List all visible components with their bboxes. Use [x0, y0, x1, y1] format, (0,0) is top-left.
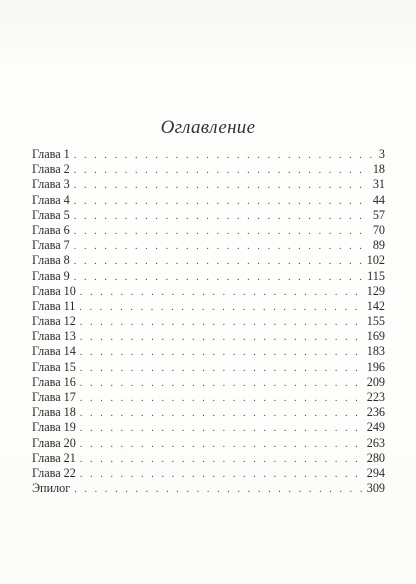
toc-entry: [32, 284, 385, 299]
toc-entry-page: 263: [366, 435, 385, 450]
toc-entry-label: Глава 22: [32, 465, 76, 480]
dot-leader: [80, 345, 363, 360]
toc-entry: [32, 299, 385, 314]
toc-entry: [32, 375, 385, 390]
toc-entry-page: 129: [366, 283, 385, 298]
toc-entry-label: Глава 5: [32, 207, 70, 222]
toc-entry-page: 209: [366, 374, 385, 389]
toc-entry-page: 223: [366, 390, 385, 404]
toc-entry-label: Глава 1: [32, 147, 70, 161]
toc-entry-page: 115: [367, 268, 385, 283]
toc-entry-label: Глава 21: [32, 450, 76, 465]
toc-entry: [32, 451, 385, 466]
toc-entry: [32, 223, 385, 238]
toc-entry-page: 249: [366, 420, 385, 435]
toc-entry-page: 18: [372, 162, 385, 177]
toc-entry-page: 57: [372, 207, 385, 222]
dot-leader: [80, 315, 363, 330]
toc-entry-label: Глава 12: [32, 314, 76, 329]
dot-leader: [80, 421, 363, 436]
dot-leader: [80, 376, 363, 391]
toc-entry: [32, 238, 385, 253]
toc-entry: [32, 162, 385, 177]
dot-leader: [74, 224, 369, 239]
toc-entry: [32, 177, 385, 192]
toc-entry: [32, 420, 385, 435]
dot-leader: [74, 194, 369, 209]
toc-entry-page: 102: [366, 253, 385, 268]
toc-entry: [32, 390, 385, 405]
toc-entry-label: Глава 19: [32, 420, 76, 435]
toc-entry: [32, 253, 385, 268]
toc-entry-page: 142: [366, 298, 385, 313]
page-title: Оглавление: [160, 117, 256, 138]
dot-leader: [80, 437, 363, 452]
toc-entry-label: Глава 17: [32, 390, 76, 404]
toc-entry-label: Глава 15: [32, 359, 76, 374]
toc-entry-page: 183: [366, 344, 385, 359]
dot-leader: [74, 254, 363, 269]
toc-entry-page: 3: [378, 147, 385, 161]
toc-entry-page: 196: [366, 359, 385, 374]
toc-entry: [32, 481, 385, 496]
toc-entry-label: Глава 10: [32, 283, 76, 298]
dot-leader: [74, 270, 363, 285]
toc-entry: [32, 269, 385, 284]
toc-entry-label: Глава 16: [32, 374, 76, 389]
table-of-contents: [32, 147, 385, 496]
toc-entry: [32, 344, 385, 359]
dot-leader: [80, 406, 363, 421]
toc-entry-label: Глава 13: [32, 329, 76, 344]
toc-entry: [32, 329, 385, 344]
toc-entry-label: Глава 9: [32, 268, 70, 283]
toc-entry-label: Глава 2: [32, 162, 70, 177]
toc-entry-page: 294: [366, 465, 385, 480]
dot-leader: [80, 285, 363, 300]
toc-entry-label: Глава 3: [32, 177, 70, 192]
toc-entry-page: 31: [372, 177, 385, 192]
dot-leader: [80, 391, 363, 406]
toc-entry-label: Глава 6: [32, 222, 70, 237]
toc-entry-page: 89: [372, 238, 385, 253]
dot-leader: [79, 300, 362, 315]
toc-entry-label: Глава 4: [32, 192, 70, 207]
toc-entry: [32, 208, 385, 223]
dot-leader: [80, 452, 363, 467]
toc-entry: [32, 314, 385, 329]
toc-entry-page: 155: [366, 314, 385, 329]
toc-entry: [32, 405, 385, 420]
toc-entry: [32, 193, 385, 208]
toc-entry-page: 280: [366, 450, 385, 465]
toc-entry-label: Глава 14: [32, 344, 76, 359]
toc-entry-label: Глава 18: [32, 405, 76, 420]
toc-entry-label: Глава 7: [32, 238, 70, 253]
dot-leader: [74, 148, 375, 163]
dot-leader: [74, 178, 369, 193]
toc-entry-label: Эпилог: [32, 481, 71, 496]
toc-entry-label: Глава 8: [32, 253, 70, 268]
toc-entry-label: Глава 11: [32, 298, 76, 313]
dot-leader: [74, 209, 369, 224]
dot-leader: [74, 163, 369, 178]
toc-entry: [32, 360, 385, 375]
toc-entry: [32, 466, 385, 481]
toc-entry-page: 236: [366, 405, 385, 420]
dot-leader: [80, 330, 363, 345]
dot-leader: [74, 482, 362, 497]
toc-entry-label: Глава 20: [32, 435, 76, 450]
toc-entry-page: 70: [372, 222, 385, 237]
dot-leader: [80, 361, 363, 376]
toc-entry: [32, 147, 385, 162]
toc-entry-page: 309: [366, 481, 385, 496]
toc-entry: [32, 436, 385, 451]
toc-entry-page: 44: [372, 192, 385, 207]
dot-leader: [74, 239, 369, 254]
toc-entry-page: 169: [366, 329, 385, 344]
dot-leader: [80, 467, 363, 482]
